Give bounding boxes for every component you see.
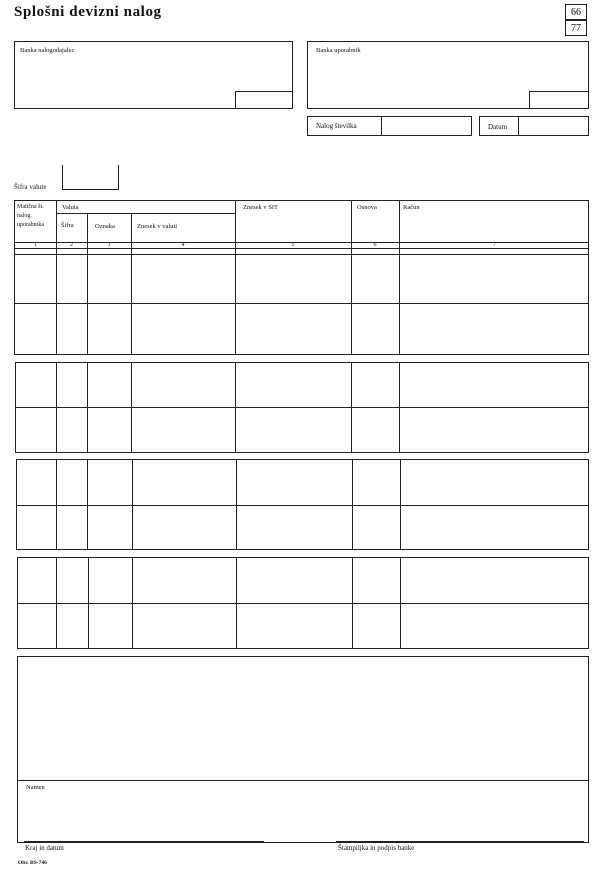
bank-user-box[interactable]	[307, 41, 589, 109]
bank-user-code-field[interactable]	[529, 91, 589, 109]
date-label: Datum	[488, 123, 508, 131]
bank-payer-code-field[interactable]	[235, 91, 293, 109]
order-number-label: Nalog številka	[316, 122, 357, 130]
column-number-2: 2	[70, 242, 73, 248]
place-date-label: Kraj in datum	[25, 844, 64, 852]
date-field[interactable]	[518, 116, 589, 136]
bank-payer-label: Banka nalogodajalec	[20, 47, 75, 54]
purpose-field[interactable]	[18, 792, 588, 832]
table-header	[14, 200, 589, 255]
currency-code-label: Šifra valute	[14, 183, 47, 191]
stamp-label: Štampiljka in podpis banke	[338, 844, 415, 852]
form-code-label: Obr. BS-746	[18, 860, 47, 866]
bank-user-label: Banka uporabnik	[316, 47, 361, 54]
header-account: Račun	[403, 204, 420, 211]
column-number-4: 4	[181, 242, 185, 248]
purpose-label: Namen	[26, 784, 45, 791]
form-title: Splošni devizni nalog	[14, 4, 162, 20]
entry-block-3	[16, 459, 589, 550]
column-number-3: 3	[107, 242, 111, 248]
header-reg-no: Matična št. nalog. uporabnika	[17, 204, 44, 228]
bank-payer-box[interactable]	[14, 41, 293, 109]
date-box	[479, 116, 589, 136]
entry-block-4	[17, 557, 589, 649]
order-number-box	[307, 116, 472, 136]
column-number-7: 7	[493, 242, 496, 248]
entry-block-2	[15, 362, 589, 453]
order-number-field[interactable]	[381, 116, 472, 136]
bottom-section	[17, 656, 589, 843]
column-number-6: 6	[373, 242, 377, 248]
entry-block-1	[14, 254, 589, 355]
header-mark: Oznaka	[95, 223, 115, 230]
form-code-top: 66	[565, 4, 587, 20]
column-number-5: 5	[291, 242, 295, 248]
form-code-bottom: 77	[565, 20, 587, 36]
header-amount-sit: Znesek v SIT	[243, 204, 279, 211]
header-code: Šifra	[61, 222, 74, 229]
place-date-line[interactable]	[24, 841, 264, 842]
column-number-1: 1	[34, 242, 37, 248]
header-basis: Osnova	[357, 204, 377, 211]
header-currency: Valuta	[62, 204, 79, 211]
stamp-line[interactable]	[336, 841, 584, 842]
currency-code-field[interactable]	[62, 165, 119, 190]
header-amount-fx: Znesek v valuti	[137, 223, 178, 230]
